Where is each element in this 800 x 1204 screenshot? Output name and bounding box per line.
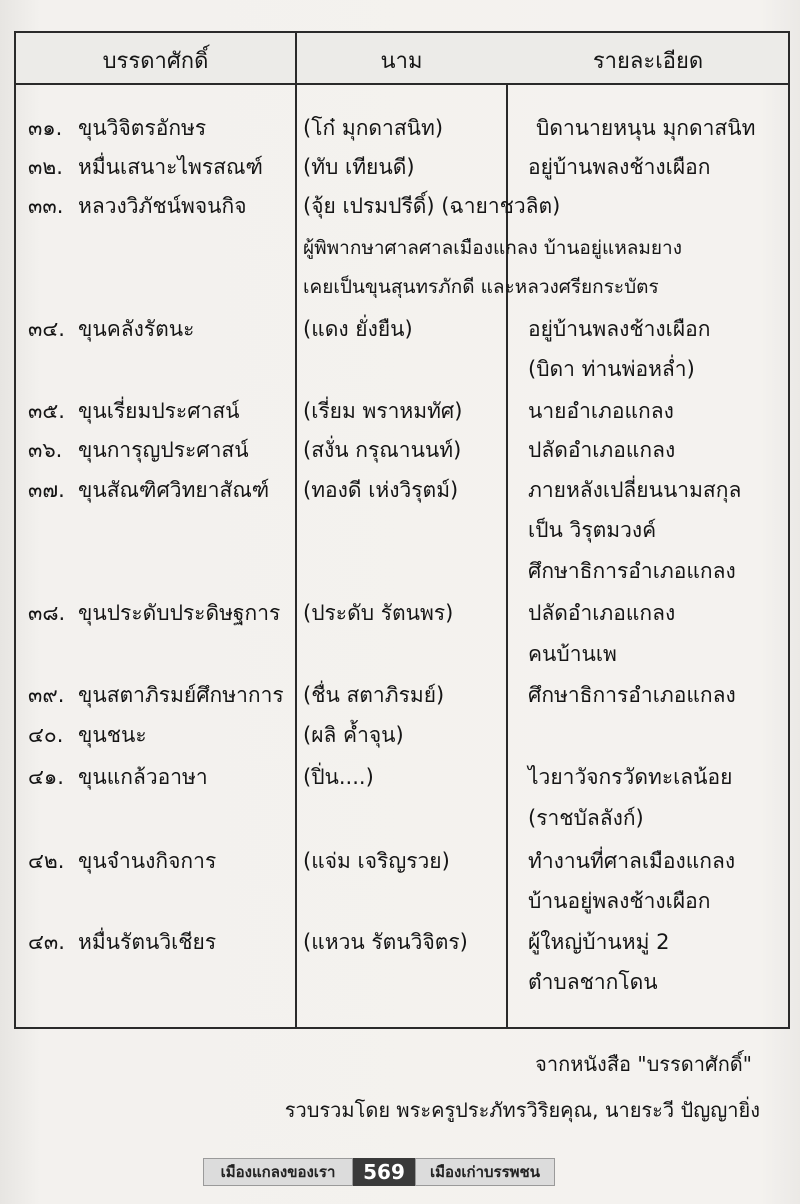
row-name: (ประดับ รัตนพร) bbox=[303, 601, 454, 625]
row-number: ๔๒. bbox=[28, 849, 65, 873]
compiled-by-credit: รวบรวมโดย พระครูประภัทรวิริยคุณ, นายระวี ปัญญายิ่ง bbox=[284, 1098, 760, 1122]
row-rank: หมื่นรัตนวิเชียร bbox=[78, 930, 217, 954]
row-rank: ขุนสตาภิรมย์ศึกษาการ bbox=[78, 683, 284, 707]
row-number: ๓๒. bbox=[28, 155, 63, 179]
row-number: ๔๑. bbox=[28, 765, 64, 789]
row-detail: อยู่บ้านพลงช้างเผือก bbox=[528, 317, 711, 341]
row-name: (ทับ เทียนดี) bbox=[303, 155, 415, 179]
page-number: 569 bbox=[353, 1158, 415, 1186]
header-name: นาม bbox=[380, 49, 423, 74]
row-note: ผู้พิพากษาศาลศาลเมืองแกลง บ้านอยู่แหลมยาง bbox=[303, 237, 682, 259]
row-detail: ไวยาวัจกรวัดทะเลน้อย bbox=[528, 765, 733, 789]
row-rank: หมื่นเสนาะไพรสณฑ์ bbox=[78, 155, 263, 179]
row-name: (ผลิ ค้ำจุน) bbox=[303, 723, 404, 747]
row-rank: ขุนวิจิตรอักษร bbox=[78, 116, 207, 140]
row-rank: ขุนชนะ bbox=[78, 723, 147, 747]
row-number: ๓๕. bbox=[28, 399, 65, 423]
row-name: (จุ้ย เปรมปรีดิ์) (ฉายาชวลิต) bbox=[303, 194, 561, 218]
row-name: (แจ่ม เจริญรวย) bbox=[303, 849, 450, 873]
row-name: (ปิ่น....) bbox=[303, 765, 374, 789]
row-detail: ผู้ใหญ่บ้านหมู่ 2 bbox=[528, 930, 670, 954]
row-detail: ศึกษาธิการอำเภอแกลง bbox=[528, 559, 736, 583]
row-number: ๓๓. bbox=[28, 194, 64, 218]
column-divider-1 bbox=[295, 33, 297, 1027]
row-name: (เรี่ยม พราหมทัศ) bbox=[303, 399, 463, 423]
row-rank: ขุนประดับประดิษฐการ bbox=[78, 601, 281, 625]
row-rank: ขุนแกล้วอาษา bbox=[78, 765, 208, 789]
titles-table bbox=[14, 31, 790, 1029]
row-note: เคยเป็นขุนสุนทรภักดี และหลวงศรียกระบัตร bbox=[303, 276, 659, 298]
row-rank: ขุนเรี่ยมประศาสน์ bbox=[78, 399, 240, 423]
row-detail: ตำบลชากโดน bbox=[528, 970, 658, 994]
row-name: (สงั่น กรุณานนท์) bbox=[303, 438, 462, 462]
row-rank: หลวงวิภัชน์พจนกิจ bbox=[78, 194, 247, 218]
row-detail: ภายหลังเปลี่ยนนามสกุล bbox=[528, 478, 742, 502]
footer-section-title: เมืองเก่าบรรพชน bbox=[415, 1158, 555, 1186]
row-number: ๓๔. bbox=[28, 317, 65, 341]
row-number: ๓๘. bbox=[28, 601, 66, 625]
header-divider bbox=[16, 83, 788, 85]
row-number: ๓๖. bbox=[28, 438, 63, 462]
row-name: (ชื่น สตาภิรมย์) bbox=[303, 683, 445, 707]
row-number: ๔๐. bbox=[28, 723, 64, 747]
column-divider-2 bbox=[506, 85, 508, 1027]
footer-book-title: เมืองแกลงของเรา bbox=[203, 1158, 353, 1186]
row-rank: ขุนสัณฑิศวิทยาสัณฑ์ bbox=[78, 478, 270, 502]
page-footer bbox=[203, 1158, 555, 1186]
row-detail: นายอำเภอแกลง bbox=[528, 399, 674, 423]
row-detail: เป็น วิรุตมวงค์ bbox=[528, 518, 657, 542]
header-rank: บรรดาศักดิ์ bbox=[102, 49, 209, 74]
source-citation: จากหนังสือ "บรรดาศักดิ์" bbox=[535, 1052, 752, 1076]
row-detail: อยู่บ้านพลงช้างเผือก bbox=[528, 155, 711, 179]
row-number: ๓๑. bbox=[28, 116, 63, 140]
row-name: (ทองดี เห่งวิรุตม์) bbox=[303, 478, 459, 502]
row-detail: บ้านอยู่พลงช้างเผือก bbox=[528, 889, 711, 913]
header-detail: รายละเอียด bbox=[592, 49, 704, 74]
row-number: ๓๗. bbox=[28, 478, 65, 502]
row-detail: (บิดา ท่านพ่อหล่ำ) bbox=[528, 357, 695, 381]
row-detail: ปลัดอำเภอแกลง bbox=[528, 438, 676, 462]
row-detail: คนบ้านเพ bbox=[528, 642, 617, 666]
row-detail: ศึกษาธิการอำเภอแกลง bbox=[528, 683, 736, 707]
row-detail: ปลัดอำเภอแกลง bbox=[528, 601, 676, 625]
row-number: ๓๙. bbox=[28, 683, 65, 707]
row-name: (แหวน รัตนวิจิตร) bbox=[303, 930, 468, 954]
row-rank: ขุนจำนงกิจการ bbox=[78, 849, 217, 873]
row-detail: ทำงานที่ศาลเมืองแกลง bbox=[528, 849, 736, 873]
row-rank: ขุนคลังรัตนะ bbox=[78, 317, 195, 341]
row-name: (แดง ยั่งยืน) bbox=[303, 317, 413, 341]
row-rank: ขุนการุญประศาสน์ bbox=[78, 438, 249, 462]
row-name: (โก๋ มุกดาสนิท) bbox=[303, 116, 444, 140]
row-number: ๔๓. bbox=[28, 930, 65, 954]
row-detail: บิดานายหนุน มุกดาสนิท bbox=[536, 116, 756, 140]
row-detail: (ราชบัลลังก์) bbox=[528, 806, 644, 830]
